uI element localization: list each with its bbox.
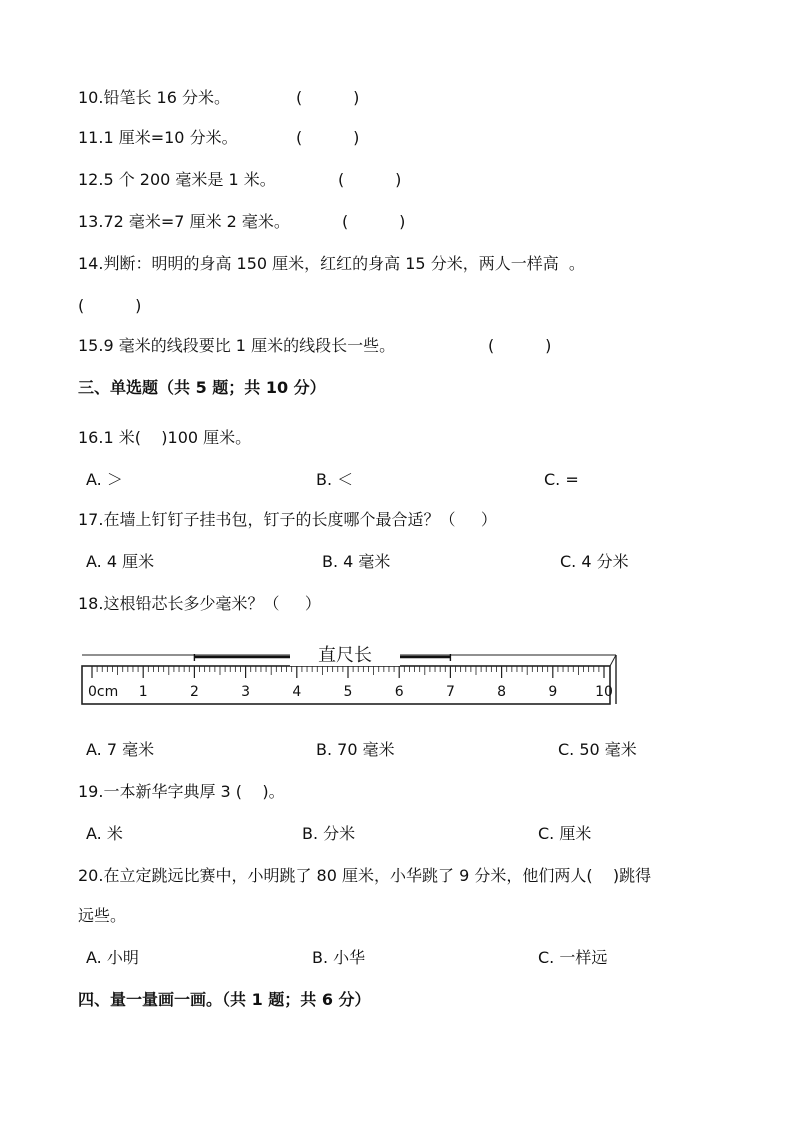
ruler-tick-label: 0cm	[88, 684, 119, 700]
ruler-tick-label: 10	[595, 684, 613, 700]
question-11: 11.1 厘米=10 分米。	[78, 128, 238, 147]
answer-bracket[interactable]: ( )	[488, 336, 552, 355]
question-17: 17.在墙上钉钉子挂书包，钉子的长度哪个最合适？（ ）	[78, 510, 497, 529]
section-title: 三、单选题（共 5 题；共 10 分）	[78, 378, 326, 397]
option-c[interactable]: C. 50 毫米	[558, 740, 637, 759]
answer-bracket[interactable]: ( )	[78, 296, 142, 315]
option-a[interactable]: A. 4 厘米	[86, 552, 155, 571]
option-c[interactable]: C. 4 分米	[560, 552, 629, 571]
option-b[interactable]: B. 70 毫米	[316, 740, 395, 759]
question-19: 19.一本新华字典厚 3 ( )。	[78, 782, 285, 801]
option-c[interactable]: C. =	[544, 470, 579, 489]
question-20: 20.在立定跳远比赛中，小明跳了 80 厘米，小华跳了 9 分米，他们两人( )跳得	[78, 866, 652, 885]
ruler-figure	[80, 636, 620, 708]
option-c[interactable]: C. 厘米	[538, 824, 592, 843]
section-title: 四、量一量画一画。（共 1 题；共 6 分）	[78, 990, 371, 1009]
ruler-tick-label: 8	[497, 684, 507, 700]
question-13: 13.72 毫米=7 厘米 2 毫米。	[78, 212, 290, 231]
ruler-tick-label: 3	[241, 684, 251, 700]
option-c[interactable]: C. 一样远	[538, 948, 608, 967]
option-a[interactable]: A. 米	[86, 824, 123, 843]
question-18: 18.这根铅芯长多少毫米？（ ）	[78, 594, 321, 613]
answer-bracket[interactable]: ( )	[342, 212, 406, 231]
ruler-tick-label: 6	[394, 684, 404, 700]
option-b[interactable]: B. 4 毫米	[322, 552, 391, 571]
option-b[interactable]: B. 小华	[312, 948, 366, 967]
question-15: 15.9 毫米的线段要比 1 厘米的线段长一些。	[78, 336, 396, 355]
answer-bracket[interactable]: ( )	[296, 128, 360, 147]
answer-bracket[interactable]: ( )	[296, 88, 360, 107]
ruler-title: 直尺长	[318, 645, 372, 666]
option-a[interactable]: A. ＞	[86, 470, 123, 489]
question-16: 16.1 米( )100 厘米。	[78, 428, 252, 447]
option-b[interactable]: B. ＜	[316, 470, 354, 489]
question-14: 14.判断：明明的身高 150 厘米，红红的身高 15 分米，两人一样高 。	[78, 254, 585, 273]
option-a[interactable]: A. 小明	[86, 948, 139, 967]
ruler-end-bevel	[610, 655, 616, 666]
ruler-tick-label: 7	[445, 684, 455, 700]
question-20-continued: 远些。	[78, 906, 127, 925]
ruler-tick-label: 2	[189, 684, 199, 700]
question-10: 10.铅笔长 16 分米。	[78, 88, 230, 107]
ruler-tick-label: 1	[138, 684, 148, 700]
answer-bracket[interactable]: ( )	[338, 170, 402, 189]
option-b[interactable]: B. 分米	[302, 824, 356, 843]
option-a[interactable]: A. 7 毫米	[86, 740, 155, 759]
question-12: 12.5 个 200 毫米是 1 米。	[78, 170, 276, 189]
ruler-tick-label: 5	[343, 684, 353, 700]
ruler-tick-label: 4	[292, 684, 302, 700]
ruler-tick-label: 9	[548, 684, 558, 700]
